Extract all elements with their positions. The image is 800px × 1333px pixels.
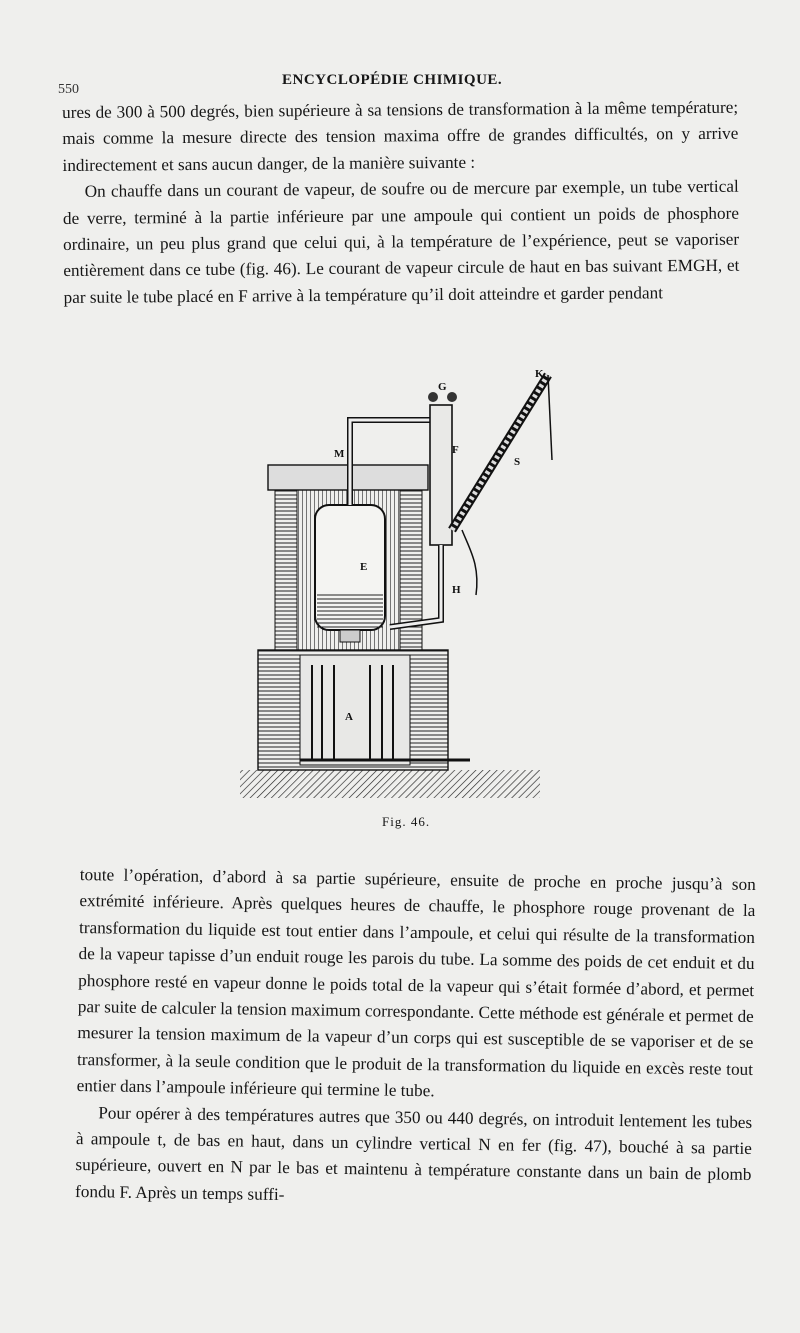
paragraph: ures de 300 à 500 degrés, bien supérieure à sa tensions de transformation à la même température; mais comme la mesure directe des tension maxima offre de grandes difficultés, on y arrive indirectement et sans aucun danger, de la manière suivante : <box>62 97 739 175</box>
label-e: E <box>360 561 368 573</box>
tube-f <box>430 405 452 545</box>
ground-hatching <box>240 770 540 798</box>
apparatus-illustration <box>230 365 570 805</box>
paragraph: toute l’opération, d’abord à sa partie supérieure, ensuite de proche en proche jusqu’à son extrémité inférieure. Après quelques heures de chauffe, le phosphore rouge provenant de la transformation du liquide est tout entier dans l’ampoule, et celui qui résulte de la transformation de la vapeur tapisse d’un enduit rouge les parois du tube. La somme des poids de cet enduit et du phosphore resté en vapeur donne le poids total de la vapeur qui s’était formée d’abord, et permet par suite de calculer la tension maximum correspondante. Cette méthode est générale et permet de mesurer la tension maximum de la vapeur d’un corps qui est susceptible de se vaporiser et de se transformer, à la seule condition que le produit de la transformation du liquide en excès reste tout entier dans l’ampoule inférieure qui termine le tube. <box>76 864 756 1101</box>
label-m: M <box>334 448 345 460</box>
label-s: S <box>514 456 521 468</box>
figure-caption: Fig. 46. <box>382 814 431 829</box>
condenser-coil-s <box>452 375 552 595</box>
label-f: F <box>452 444 459 456</box>
label-g: G <box>438 381 447 393</box>
boiler-liquid <box>317 593 383 629</box>
running-title: ENCYCLOPÉDIE CHIMIQUE. <box>282 72 503 88</box>
furnace-left-wall <box>275 490 297 650</box>
label-k: K <box>535 368 544 380</box>
figure-46 <box>230 365 570 805</box>
label-h: H <box>452 584 461 596</box>
paragraph: On chauffe dans un courant de vapeur, de soufre ou de mercure par exemple, un tube vertical de verre, terminé à la partie inférieure par une ampoule qui contient un poids de phosphore ordinaire, un peu plus grand que celui qui, à la température de l’expérience, peut se vaporiser entièrement dans ce tube (fig. 46). Le courant de vapeur circule de haut en bas suivant EMGH, et par suite le tube placé en F arrive à la température qu’il doit atteindre et garder pendant <box>62 176 740 307</box>
label-a: A <box>345 711 353 723</box>
text-block-bottom <box>75 862 756 1215</box>
paragraph: Pour opérer à des températures autres que 350 ou 440 degrés, on introduit lentement les tubes à ampoule t, de bas en haut, dans un cylindre vertical N en fer (fig. 47), bouché à sa partie supérieure, ouvert en N par le bas et maintenu à température constante dans un bain de plomb fondu F. Après un temps suffi- <box>74 1102 753 1204</box>
text-block-top <box>62 95 740 312</box>
page-number: 550 <box>58 82 79 97</box>
boiler-foot <box>340 630 360 642</box>
valve-g <box>428 392 438 402</box>
